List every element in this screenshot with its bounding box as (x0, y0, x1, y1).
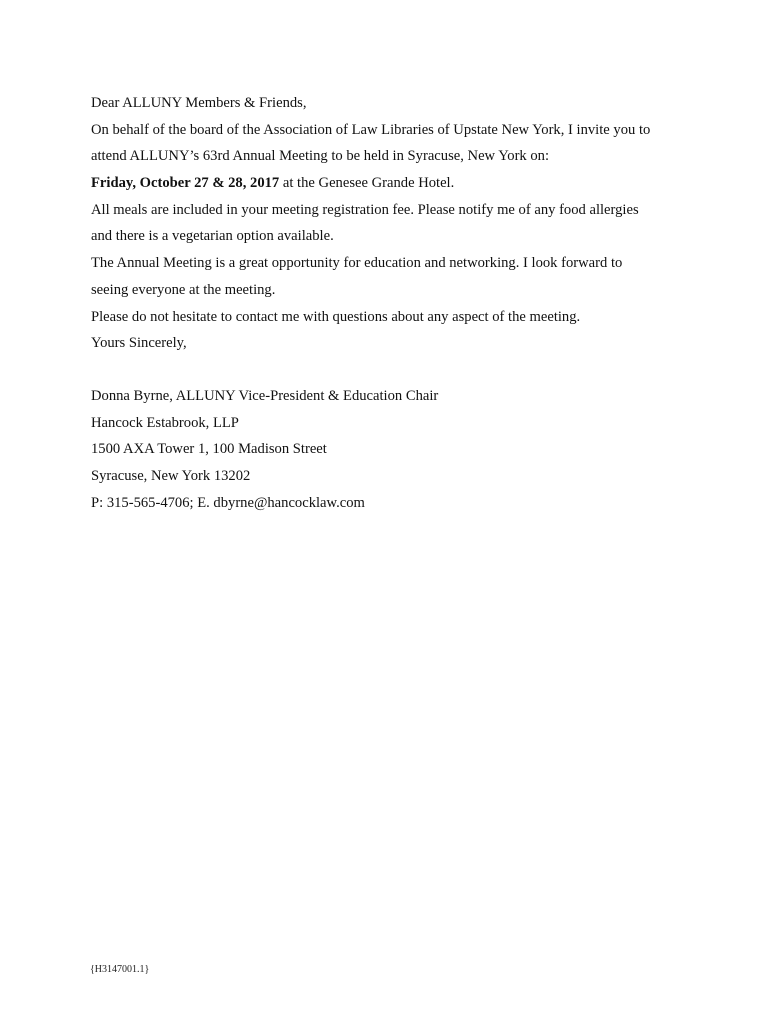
paragraph-meals-line-2: and there is a vegetarian option available. (91, 228, 334, 245)
paragraph-contact: Please do not hesitate to contact me with questions about any aspect of the meeting. (91, 308, 581, 325)
paragraph-invitation-line-1: On behalf of the board of the Association of Law Libraries of Upstate New York, I invite you to (91, 121, 651, 138)
paragraph-meals-line-1: All meals are included in your meeting registration fee. Please notify me of any food allergies (91, 201, 639, 218)
signature-name-title: Donna Byrne, ALLUNY Vice-President & Education Chair (91, 387, 439, 404)
document-id: {H3147001.1} (90, 964, 150, 975)
paragraph-opportunity-line-1: The Annual Meeting is a great opportunity for education and networking. I look forward to (91, 255, 623, 272)
signature-gap (91, 360, 691, 386)
signature-contact: P: 315-565-4706; E. dbyrne@hancocklaw.com (91, 494, 365, 511)
meeting-date: Friday, October 27 & 28, 2017 (91, 175, 280, 192)
paragraph-invitation-line-2: attend ALLUNY’s 63rd Annual Meeting to be held in Syracuse, New York on: (91, 148, 550, 165)
meeting-venue: at the Genesee Grande Hotel. (279, 175, 455, 192)
signature-address-line-1: 1500 AXA Tower 1, 100 Madison Street (91, 441, 327, 458)
signature-firm: Hancock Estabrook, LLP (91, 414, 239, 431)
paragraph-opportunity-line-2: seeing everyone at the meeting. (91, 281, 276, 298)
letter-body (91, 93, 691, 519)
signature-address-line-2: Syracuse, New York 13202 (91, 467, 251, 484)
meeting-date-line (91, 173, 691, 200)
salutation: Dear ALLUNY Members & Friends, (91, 95, 307, 111)
closing: Yours Sincerely, (91, 335, 187, 352)
